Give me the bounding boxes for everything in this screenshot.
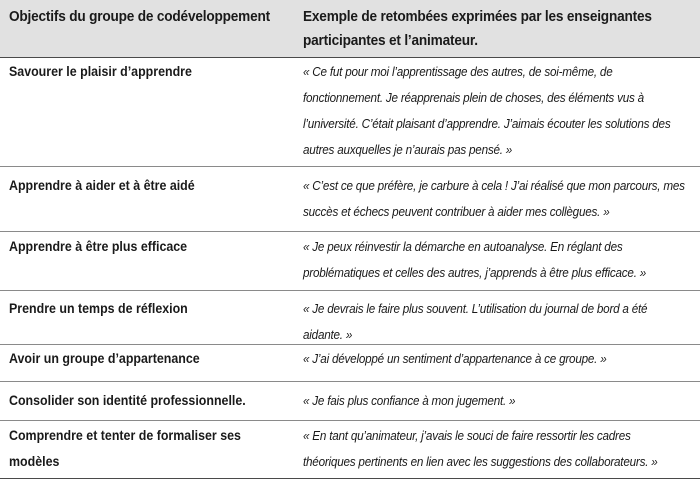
quote-line: « Ce fut pour moi l’apprentissage des autres, de soi-même, de <box>303 64 613 79</box>
objective-line: modèles <box>9 454 60 469</box>
table-row <box>0 232 700 291</box>
objective-cell: Prendre un temps de réflexion <box>9 301 188 316</box>
quote-line: aidante. » <box>303 327 353 342</box>
quote-line: autres auxquelles je n’aurais pas pensé. » <box>303 142 513 157</box>
header-exemples-line1: Exemple de retombées exprimées par les enseignantes <box>303 9 652 25</box>
table-header <box>0 0 700 58</box>
header-objectifs: Objectifs du groupe de codéveloppement <box>9 9 270 25</box>
quote-line: « J’ai développé un sentiment d’appartenance à ce groupe. » <box>303 351 607 366</box>
quote-line: fonctionnement. Je réapprenais plein de choses, des éléments vus à <box>303 90 644 105</box>
objective-cell: Apprendre à être plus efficace <box>9 239 188 254</box>
quote-line: « Je fais plus confiance à mon jugement. » <box>303 393 516 408</box>
objective-cell: Savourer le plaisir d’apprendre <box>9 64 192 79</box>
table-row <box>0 421 700 479</box>
quote-line: « C’est ce que préfère, je carbure à cela ! J’ai réalisé que mon parcours, mes <box>303 178 685 193</box>
quote-cell <box>303 423 686 475</box>
quote-line: théoriques pertinents en lien avec les suggestions des collaborateurs. » <box>303 454 658 469</box>
objective-cell <box>9 423 267 475</box>
table-row <box>0 167 700 232</box>
table-row <box>0 345 700 382</box>
table-row <box>0 291 700 345</box>
table-row <box>0 57 700 167</box>
objective-cell: Avoir un groupe d’appartenance <box>9 351 200 366</box>
objective-cell: Consolider son identité professionnelle. <box>9 393 246 408</box>
quote-cell <box>303 346 686 372</box>
quote-cell <box>303 59 686 163</box>
quote-line: « En tant qu’animateur, j’avais le souci de faire ressortir les cadres <box>303 428 631 443</box>
objective-line: Comprendre et tenter de formaliser ses <box>9 428 241 443</box>
quote-line: « Je peux réinvestir la démarche en autoanalyse. En réglant des <box>303 239 623 254</box>
quote-line: problématiques et celles des autres, j’apprends à être plus efficace. » <box>303 265 647 280</box>
quote-line: succès et échecs peuvent contribuer à aider mes collègues. » <box>303 204 610 219</box>
quote-line: « Je devrais le faire plus souvent. L’utilisation du journal de bord a été <box>303 301 648 316</box>
quote-cell <box>303 388 686 414</box>
table-row <box>0 382 700 421</box>
header-exemples <box>303 5 698 53</box>
objective-cell: Apprendre à aider et à être aidé <box>9 178 195 193</box>
quote-cell <box>303 173 686 225</box>
header-exemples-line2: participantes et l’animateur. <box>303 33 478 49</box>
quote-cell <box>303 234 686 286</box>
quote-line: l’université. C’était plaisant d’apprendre. J’aimais écouter les solutions des <box>303 116 671 131</box>
quote-cell <box>303 296 686 348</box>
